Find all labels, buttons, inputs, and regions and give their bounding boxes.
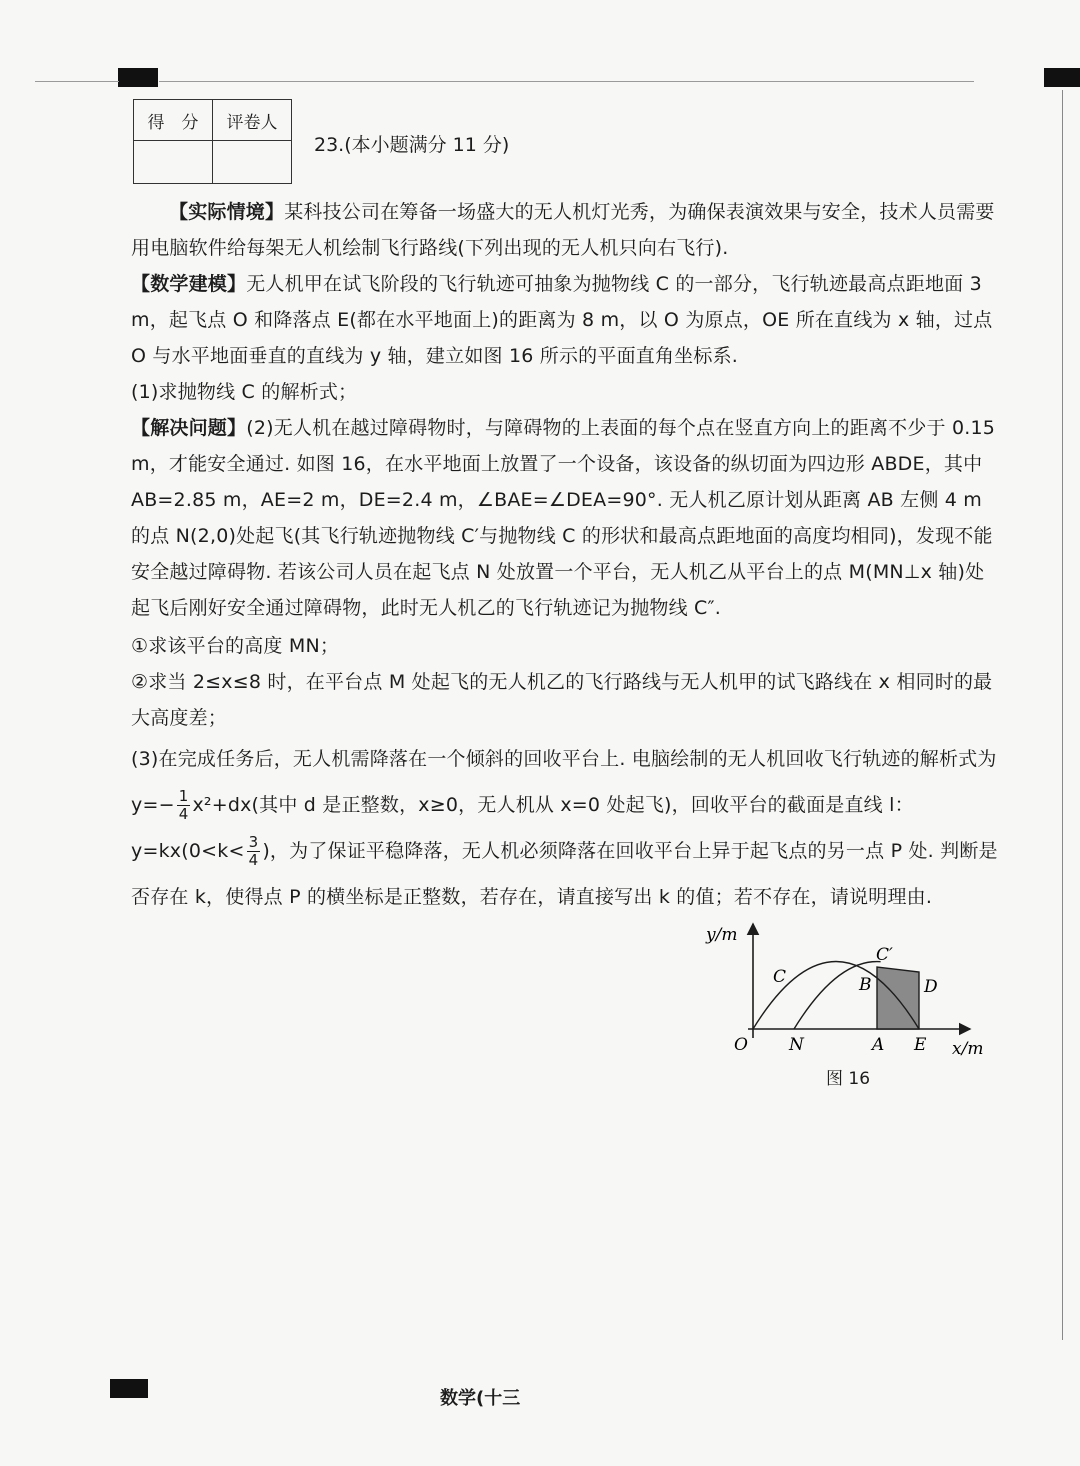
grader-header: 评卷人 [213, 100, 292, 141]
tag-solve: 【解决问题】 [131, 417, 247, 439]
right-margin-line [1062, 90, 1063, 1340]
y-axis-label: y/m [706, 925, 738, 945]
point-B-label: B [859, 975, 872, 995]
grader-cell[interactable] [213, 141, 292, 184]
origin-label: O [734, 1035, 748, 1055]
top-right-registration-mark [1044, 68, 1080, 87]
score-cell[interactable] [134, 141, 213, 184]
text-part-2: (2)无人机在越过障碍物时，与障碍物的上表面的每个点在竖直方向上的距离不少于 0.15 m，才能安全通过. 如图 16，在水平地面上放置了一个设备，该设备的纵切面为四边形 ABDE，其中 AB=2.85 m，AE=2 m，DE=2.4 m，∠BAE=∠DEA=90°. 无人机乙原计划从距离 AB 左侧 4 m 的点 N(2,0)处起飞(其飞行轨迹抛物线 C′与抛物线 C 的形状和最高点距地面的高度均相同)，发现不能安全越过障碍物. 若该公司人员在起飞点 N 处放置一个平台，无人机乙从平台上的点 M(MN⊥x 轴)处起飞后刚好安全通过障碍物，此时无人机乙的飞行轨迹记为抛物线 C″. [131, 417, 996, 619]
text-context: 某科技公司在筹备一场盛大的无人机灯光秀，为确保表演效果与安全，技术人员需要用电脑软件给每架无人机绘制飞行路线(下列出现的无人机只向右飞行). [131, 201, 995, 259]
point-E-label: E [914, 1035, 927, 1055]
part-3-text-b: x²+dx(其中 d 是正整数，x≥0，无人机从 x=0 处起飞)，回收平台的截面是直线 l：y=kx [131, 794, 914, 862]
part-3-text-c: (0<k< [181, 840, 245, 862]
fraction-three-quarters: $\frac{3}{4}$ [248, 833, 259, 869]
text-modeling: 无人机甲在试飞阶段的飞行轨迹可抽象为抛物线 C 的一部分，飞行轨迹最高点距地面 3 m，起飞点 O 和降落点 E(都在水平地面上)的距离为 8 m，以 O 为原点，OE 所在直线为 x 轴，过点 O 与水平地面垂直的直线为 y 轴，建立如图 16 所示的平面直角坐标系. [131, 273, 993, 367]
top-left-registration-mark [118, 68, 158, 87]
part-3 [131, 736, 1001, 920]
point-A-label: A [872, 1035, 885, 1055]
bottom-left-registration-mark [110, 1379, 148, 1398]
figure-caption: 图 16 [826, 1069, 871, 1089]
part-3-text-a: (3)在完成任务后，无人机需降落在一个倾斜的回收平台上. 电脑绘制的无人机回收飞行轨迹的解析式为 y=− [131, 748, 997, 816]
footer-title: 数学(十三 [440, 1388, 521, 1409]
part-3-text-d: )，为了保证平稳降落，无人机必须降落在回收平台上异于起飞点的另一点 P 处. 判断是否存在 k，使得点 P 的横坐标是正整数，若存在，请直接写出 k 的值；若不存在，请说明理由. [131, 840, 998, 908]
tag-context: 【实际情境】 [169, 201, 285, 223]
paragraph-solve [131, 410, 1001, 626]
question-header: 23.(本小题满分 11 分) [314, 134, 510, 156]
top-rule [159, 81, 974, 82]
x-axis-label: x/m [952, 1039, 984, 1059]
part-1: (1)求抛物线 C 的解析式； [131, 381, 358, 403]
paragraph-modeling [131, 266, 1001, 374]
point-N-label: N [789, 1035, 804, 1055]
figure-16 [700, 920, 1000, 1060]
score-header: 得 分 [134, 100, 213, 141]
top-rule-left [35, 81, 119, 82]
paragraph-context [131, 194, 1001, 266]
part-2-2: ②求当 2≤x≤8 时，在平台点 M 处起飞的无人机乙的飞行路线与无人机甲的试飞路线在 x 相同时的最大高度差； [131, 671, 993, 729]
tag-modeling: 【数学建模】 [131, 273, 247, 295]
part-2-1: ①求该平台的高度 MN； [131, 635, 340, 657]
curve-C-prime-label: C′ [876, 945, 893, 965]
point-D-label: D [924, 977, 938, 997]
curve-C-label: C [773, 967, 787, 987]
score-table [133, 99, 292, 184]
fraction-one-quarter: $\frac{1}{4}$ [178, 787, 189, 823]
